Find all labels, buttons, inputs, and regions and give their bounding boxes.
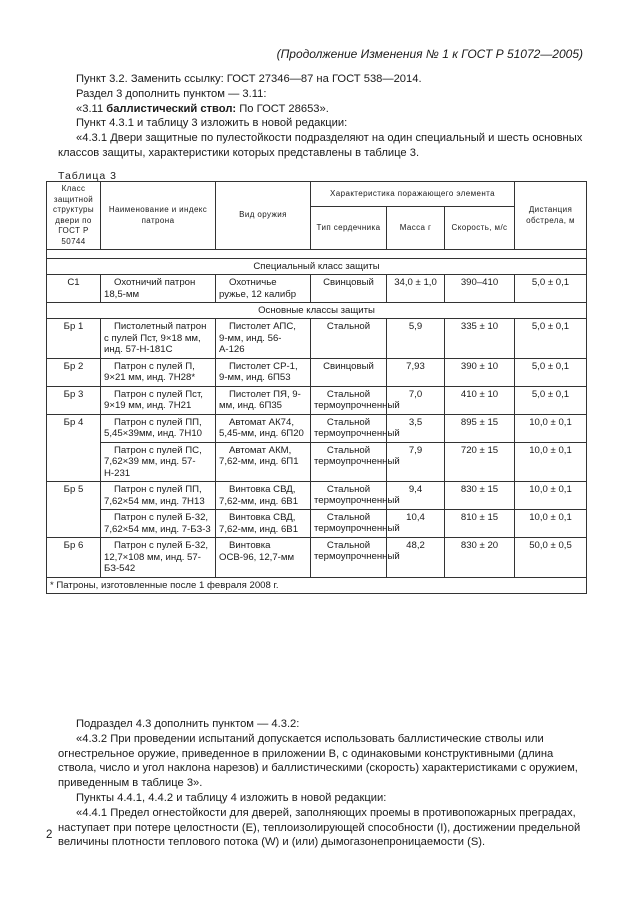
running-header: (Продолжение Изменения № 1 к ГОСТ Р 51072—2005) (276, 47, 583, 61)
section-main: Основные классы защиты (47, 303, 587, 319)
cell-cartridge: Патрон с пулей Б-32, 12,7×108 мм, инд. 57-БЗ-542 (101, 538, 216, 578)
outro-line: Подраздел 4.3 дополнить пунктом — 4.3.2: (76, 718, 300, 730)
table-row (47, 442, 587, 482)
cell-distance: 5,0 ± 0,1 (515, 358, 587, 386)
cell-class: Бр 4 (47, 414, 101, 482)
intro-line: «4.3.1 Двери защитные по пулестойкости подразделяют на один специальный и шесть основных классов защиты, характеристики которых представлены в таблице 3. (58, 132, 583, 159)
cell-core: Стальной (311, 319, 387, 359)
table-caption: Таблица 3 (58, 170, 117, 182)
table-row (47, 358, 587, 386)
cell-speed: 335 ± 10 (445, 319, 515, 359)
table-row (47, 275, 587, 303)
cell-class: Бр 6 (47, 538, 101, 578)
cell-core: Стальной термоупрочненный (311, 386, 387, 414)
cell-weapon: Винтовка СВД, 7,62-мм, инд. 6В1 (216, 482, 311, 510)
cell-weapon: Пистолет АПС, 9-мм, инд. 56-А-126 (216, 319, 311, 359)
header-core: Тип сердечника (311, 207, 387, 250)
table-row (47, 510, 587, 538)
cell-core: Стальной термоупрочненный (311, 482, 387, 510)
cell-core: Свинцовый (311, 358, 387, 386)
cell-weapon: Винтовка ОСВ-96, 12,7-мм (216, 538, 311, 578)
cell-class: С1 (47, 275, 101, 303)
cell-mass: 48,2 (387, 538, 445, 578)
cell-weapon: Пистолет СР-1, 9-мм, инд. 6П53 (216, 358, 311, 386)
header-cartridge: Наименование и индекс патрона (101, 182, 216, 250)
cell-speed: 830 ± 15 (445, 482, 515, 510)
cell-distance: 50,0 ± 0,5 (515, 538, 587, 578)
cell-distance: 10,0 ± 0,1 (515, 482, 587, 510)
cell-mass: 34,0 ± 1,0 (387, 275, 445, 303)
cell-class: Бр 3 (47, 386, 101, 414)
table-row (47, 386, 587, 414)
cell-weapon: Винтовка СВД, 7,62-мм, инд. 6В1 (216, 510, 311, 538)
cell-speed: 895 ± 15 (445, 414, 515, 442)
table-row (47, 482, 587, 510)
cell-core: Стальной термоупрочненный (311, 510, 387, 538)
cell-cartridge: Патрон с пулей Пст, 9×19 мм, инд. 7Н21 (101, 386, 216, 414)
cell-weapon: Автомат АКМ, 7,62-мм, инд. 6П1 (216, 442, 311, 482)
cell-cartridge: Патрон с пулей ПС, 7,62×39 мм, инд. 57-Н-231 (101, 442, 216, 482)
cell-mass: 7,93 (387, 358, 445, 386)
cell-class: Бр 1 (47, 319, 101, 359)
cell-distance: 10,0 ± 0,1 (515, 442, 587, 482)
intro-line: Раздел 3 дополнить пунктом — 3.11: (76, 87, 267, 100)
header-mass: Масса г (387, 207, 445, 250)
cell-speed: 810 ± 15 (445, 510, 515, 538)
page-number: 2 (46, 829, 53, 841)
section-special: Специальный класс защиты (47, 259, 587, 275)
cell-core: Стальной термоупрочненный (311, 538, 387, 578)
protection-classes-table (46, 181, 587, 594)
cell-distance: 10,0 ± 0,1 (515, 414, 587, 442)
table-row (47, 538, 587, 578)
cell-cartridge: Охотничий патрон 18,5-мм (101, 275, 216, 303)
spacer-row (47, 250, 587, 259)
term-bold: баллистический ствол: (106, 102, 237, 115)
cell-distance: 10,0 ± 0,1 (515, 510, 587, 538)
cell-weapon: Автомат АК74, 5,45-мм, инд. 6П20 (216, 414, 311, 442)
cell-cartridge: Патрон с пулей ПП, 7,62×54 мм, инд. 7Н13 (101, 482, 216, 510)
outro-text (58, 717, 588, 850)
outro-line: Пункты 4.4.1, 4.4.2 и таблицу 4 изложить в новой редакции: (76, 791, 387, 804)
outro-line: «4.4.1 Предел огнестойкости для дверей, заполняющих проемы в противопожарных преградах, наступает при потере целостности (Е), теплоизолирующей способности (I), достижении предельной величины плотности теплового потока (W) и (или) дымогазонепроницаемости (S). (58, 806, 581, 849)
cell-core: Свинцовый (311, 275, 387, 303)
cell-class: Бр 2 (47, 358, 101, 386)
intro-line: Пункт 3.2. Заменить ссылку: ГОСТ 27346—87 на ГОСТ 538—2014. (76, 73, 422, 85)
intro-line: Пункт 4.3.1 и таблицу 3 изложить в новой редакции: (76, 117, 348, 130)
cell-cartridge: Патрон с пулей Б-32, 7,62×54 мм, инд. 7-БЗ-3 (101, 510, 216, 538)
cell-cartridge: Патрон с пулей ПП, 5,45×39мм, инд. 7Н10 (101, 414, 216, 442)
header-characteristic: Характеристика поражающего элемента (311, 182, 515, 207)
cell-mass: 3,5 (387, 414, 445, 442)
cell-speed: 390–410 (445, 275, 515, 303)
cell-distance: 5,0 ± 0,1 (515, 386, 587, 414)
cell-mass: 5,9 (387, 319, 445, 359)
cell-speed: 410 ± 10 (445, 386, 515, 414)
cell-cartridge: Пистолетный патрон с пулей Пст, 9×18 мм, инд. 57-Н-181С (101, 319, 216, 359)
cell-weapon: Пистолет ПЯ, 9-мм, инд. 6П35 (216, 386, 311, 414)
cell-core: Стальной термоупрочненный (311, 442, 387, 482)
cell-cartridge: Патрон с пулей П, 9×21 мм, инд. 7Н28* (101, 358, 216, 386)
header-speed: Скорость, м/с (445, 207, 515, 250)
table-row (47, 414, 587, 442)
header-distance: Дистанция обстрела, м (515, 182, 587, 250)
outro-line: «4.3.2 При проведении испытаний допускается использовать баллистические стволы или огнестрельное оружие, приведенное в приложении В, с одинаковыми конструктивными (длина ствола, число и угол наклона нарезов) и баллистическими (скорость) характеристиками с оружием, приведенным в таблице 3». (58, 732, 578, 790)
header-class: Класс защитной структуры двери по ГОСТ Р 50744 (47, 182, 101, 250)
cell-mass: 7,9 (387, 442, 445, 482)
intro-line: «3.11 баллистический ствол: По ГОСТ 28653». (76, 102, 329, 115)
cell-weapon: Охотничье ружье, 12 калибр (216, 275, 311, 303)
cell-speed: 390 ± 10 (445, 358, 515, 386)
cell-core: Стальной термоупрочненный (311, 414, 387, 442)
cell-mass: 10,4 (387, 510, 445, 538)
table-row (47, 319, 587, 359)
cell-distance: 5,0 ± 0,1 (515, 275, 587, 303)
intro-text (58, 72, 588, 161)
cell-mass: 9,4 (387, 482, 445, 510)
table-footnote: * Патроны, изготовленные после 1 февраля 2008 г. (47, 577, 587, 593)
header-weapon: Вид оружия (216, 182, 311, 250)
cell-speed: 830 ± 20 (445, 538, 515, 578)
cell-distance: 5,0 ± 0,1 (515, 319, 587, 359)
cell-mass: 7,0 (387, 386, 445, 414)
cell-class: Бр 5 (47, 482, 101, 538)
cell-speed: 720 ± 15 (445, 442, 515, 482)
